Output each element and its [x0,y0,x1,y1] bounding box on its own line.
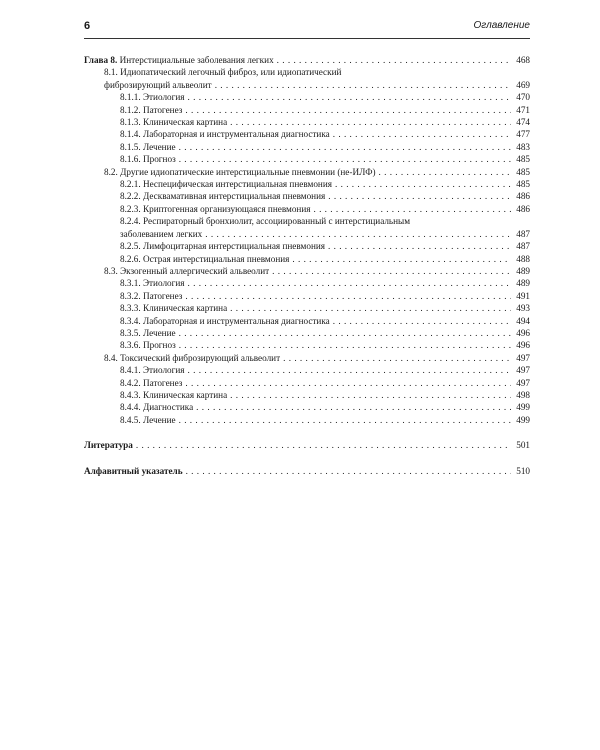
toc-entry-chapter-8[interactable] [84,54,530,66]
dot-leader [230,302,511,314]
toc-entry-title: 8.2.2. Десквамативная интерстициальная пневмония [120,191,326,202]
toc-entry-page: 486 [516,203,530,214]
page-header [84,20,530,39]
toc-entry-title: 8.4.2. Патогенез [120,377,183,388]
toc-entry-8-2-5[interactable] [84,240,530,252]
dot-leader [283,352,511,364]
toc-entry-title: 8.2. Другие идиопатические интерстициальные пневмонии (не-ИЛФ) [104,166,376,177]
toc-entry-page: 485 [516,179,530,190]
dot-leader [272,265,511,277]
toc-entry-title: 8.2.3. Криптогенная организующаяся пневмония [120,203,311,214]
dot-leader [185,377,511,389]
toc-entry-page: 487 [516,241,530,252]
toc-entry-8-3-1[interactable] [84,277,530,289]
toc-entry-page: 488 [516,253,530,264]
toc-entry-8-2-6[interactable] [84,253,530,265]
dot-leader [379,166,511,178]
toc-entry-title: 8.1. Идиопатический легочный фиброз, или идиопатический [104,67,342,78]
toc-entry-page: 496 [516,340,530,351]
dot-leader [179,339,511,351]
toc-entry-page: 477 [516,129,530,140]
toc-entry-page: 494 [516,315,530,326]
toc-entry-page: 487 [516,228,530,239]
toc-entry-literature[interactable] [84,439,530,451]
dot-leader [328,240,511,252]
toc-entry-8-1-2[interactable] [84,104,530,116]
toc-entry-title: 8.1.3. Клиническая картина [120,117,228,128]
toc-entry-title: 8.3.5. Лечение [120,327,176,338]
dot-leader [333,128,511,140]
toc-entry-page: 489 [516,265,530,276]
toc-entry-8-2[interactable] [84,166,530,178]
toc-entry-page: 499 [516,414,530,425]
dot-leader [215,79,511,91]
toc-entry-alphabetical-index[interactable] [84,465,530,477]
dot-leader [136,439,511,451]
toc-entry-page: 489 [516,278,530,289]
toc-entry-page: 470 [516,92,530,103]
toc-entry-page: 474 [516,117,530,128]
toc-entry-8-3-2[interactable] [84,290,530,302]
toc-entry-8-3-3[interactable] [84,302,530,314]
toc-entry-page: 491 [516,290,530,301]
dot-leader [196,401,511,413]
toc-entry-page: 493 [516,303,530,314]
toc-entry-page: 486 [516,191,530,202]
toc-entry-title: 8.2.4. Респираторный бронхиолит, ассоциированный с интерстициальным [120,216,411,227]
dot-leader [188,91,511,103]
dot-leader [179,327,511,339]
toc-entry-title: 8.1.4. Лабораторная и инструментальная диагностика [120,129,330,140]
toc-entry-8-1-3[interactable] [84,116,530,128]
toc-entry-page: 501 [516,440,530,451]
toc-entry-title: 8.3.6. Прогноз [120,340,176,351]
toc-entry-8-2-4[interactable] [84,215,530,240]
toc-entry-title: 8.1.1. Этиология [120,92,185,103]
toc-entry-title: 8.3.1. Этиология [120,278,185,289]
toc-entry-title: 8.3.3. Клиническая картина [120,303,228,314]
toc-entry-8-3-6[interactable] [84,339,530,351]
toc-entry-8-1-4[interactable] [84,128,530,140]
toc-entry-8-4[interactable] [84,352,530,364]
toc-entry-8-4-3[interactable] [84,389,530,401]
dot-leader [292,253,511,265]
toc-entry-title: 8.4.5. Лечение [120,414,176,425]
toc-entry-8-1-5[interactable] [84,141,530,153]
toc-entry-page: 485 [516,154,530,165]
toc-entry-title: 8.2.5. Лимфоцитарная интерстициальная пневмония [120,241,326,252]
dot-leader [335,178,511,190]
toc-entry-8-3-5[interactable] [84,327,530,339]
toc-entry-page: 497 [516,377,530,388]
toc-entry-page: 483 [516,141,530,152]
toc-entry-page: 468 [516,55,530,65]
dot-leader [186,465,511,477]
toc-entry-8-3[interactable] [84,265,530,277]
toc-entry-title: Интерстициальные заболевания легких [119,55,274,65]
toc-entry-page: 485 [516,166,530,177]
toc-entry-title-cont: фиброзирующий альвеолит [104,79,212,90]
running-head: Оглавление [473,20,530,31]
toc-entry-title: 8.3.2. Патогенез [120,290,183,301]
toc-entry-8-4-1[interactable] [84,364,530,376]
toc-entry-8-4-4[interactable] [84,401,530,413]
toc-entry-title: 8.1.2. Патогенез [120,104,183,115]
toc-entry-title-cont: заболеванием легких [120,228,203,239]
toc-entry-page: 510 [516,465,530,476]
toc-entry-title: 8.4. Токсический фиброзирующий альвеолит [104,352,281,363]
toc-entry-8-3-4[interactable] [84,315,530,327]
dot-leader [188,364,511,376]
dot-leader [188,277,511,289]
dot-leader [328,190,511,202]
toc-entry-8-1-6[interactable] [84,153,530,165]
dot-leader [230,389,511,401]
toc-entry-title: 8.4.1. Этиология [120,365,185,376]
toc-entry-title: 8.2.6. Острая интерстициальная пневмония [120,253,290,264]
dot-leader [179,414,511,426]
toc-entry-title: Литература [84,440,133,451]
toc-entry-title: 8.4.3. Клиническая картина [120,389,228,400]
chapter-prefix: Глава 8. [84,55,118,65]
page-number: 6 [84,20,91,32]
table-of-contents [84,54,530,477]
toc-entry-title: 8.1.5. Лечение [120,141,176,152]
toc-entry-title: 8.3.4. Лабораторная и инструментальная диагностика [120,315,330,326]
toc-entry-8-1[interactable] [84,66,530,91]
toc-entry-8-4-2[interactable] [84,377,530,389]
toc-entry-8-2-2[interactable] [84,190,530,202]
toc-entry-title: 8.3. Экзогенный аллергический альвеолит [104,265,270,276]
dot-leader [179,153,511,165]
toc-entry-page: 499 [516,402,530,413]
dot-leader [185,104,511,116]
toc-entry-title: 8.4.4. Диагностика [120,402,194,413]
dot-leader [277,54,511,66]
toc-entry-page: 469 [516,79,530,90]
toc-entry-page: 498 [516,389,530,400]
dot-leader [205,228,511,240]
dot-leader [185,290,511,302]
toc-entry-8-4-5[interactable] [84,414,530,426]
dot-leader [333,315,511,327]
toc-entry-8-2-1[interactable] [84,178,530,190]
toc-entry-8-1-1[interactable] [84,91,530,103]
toc-entry-title: Алфавитный указатель [84,465,183,476]
dot-leader [179,141,511,153]
toc-entry-title: 8.2.1. Неспецифическая интерстициальная пневмония [120,179,332,190]
toc-entry-page: 497 [516,365,530,376]
dot-leader [230,116,511,128]
toc-entry-title: 8.1.6. Прогноз [120,154,176,165]
toc-entry-8-2-3[interactable] [84,203,530,215]
toc-entry-page: 497 [516,352,530,363]
toc-entry-page: 496 [516,327,530,338]
toc-entry-page: 471 [516,104,530,115]
dot-leader [313,203,511,215]
